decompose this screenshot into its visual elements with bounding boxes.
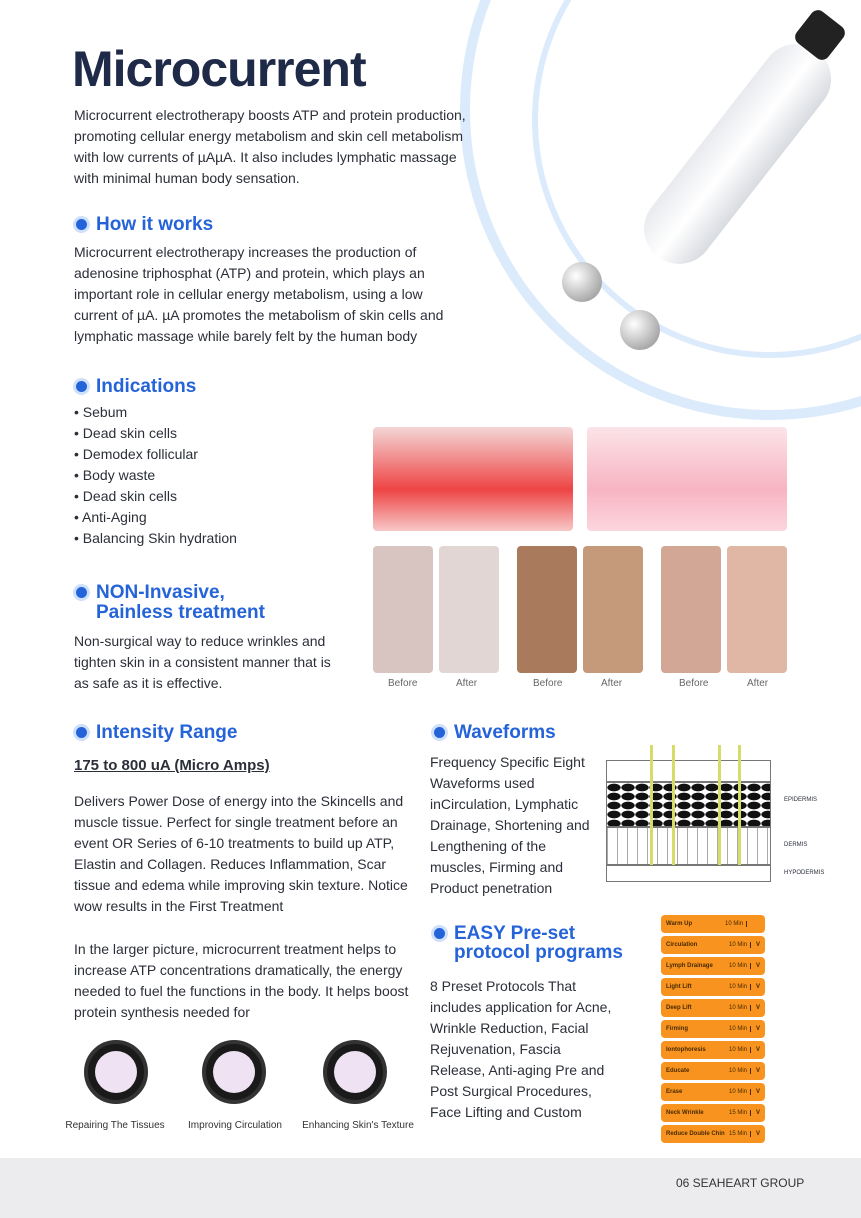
protocol-name: Erase [666,1089,683,1095]
protocol-item [661,1125,765,1143]
protocol-name: Educate [666,1068,690,1074]
after-photo [583,546,643,673]
photo-caption: After [747,678,769,689]
protocol-name: Light Lift [666,984,692,990]
list-item: • Dead skin cells [74,486,237,507]
skin-illustration-after [587,427,787,531]
footer-text: 06 SEAHEART GROUP [676,1176,805,1190]
intensity-text: Delivers Power Dose of energy into the Skincells and muscle tissue. Perfect for single treatment before an event OR Series of 6-10 treatments to build up ATP, Elastin and Collagen. Reduces Inflammation, Scar tissue and edema while improving skin texture. Notice wow results in the First Treatment [74,793,408,914]
bullet-icon [76,587,87,598]
intensity-range: 175 to 800 uA (Micro Amps) [74,757,270,774]
footer [0,1158,861,1218]
noninvasive-heading-1: NON-Invasive, [96,582,225,603]
how-text: Microcurrent electrotherapy increases the production of adenosine triphosphat (ATP) and protein, which plays an important role in cellular energy metabolism, using a low current of µA. µA promotes the metabolism of skin cells and lymphatic massage while barely felt by the human body [74,244,444,344]
list-item: • Sebum [74,402,237,423]
protocol-time: 10 Min [729,1068,751,1074]
protocol-time: 10 Min [729,963,751,969]
benefit-label: Improving Circulation [188,1120,282,1131]
list-item: • Balancing Skin hydration [74,528,237,549]
wave-icon: V [755,1005,760,1011]
protocol-time: 10 Min [729,1047,751,1053]
layer-label: DERMIS [784,842,808,848]
layer-label: HYPODERMIS [784,870,825,876]
protocol-time: 10 Min [729,984,751,990]
bullet-icon [434,928,445,939]
protocol-name: Warm Up [666,921,693,927]
noninvasive-text: Non-surgical way to reduce wrinkles and tighten skin in a consistent manner that is as safe as it is effective. [74,633,331,691]
protocol-item [661,1083,765,1101]
wave-icon: V [755,1068,760,1074]
protocol-item [661,936,765,954]
list-item: • Body waste [74,465,237,486]
photo-caption: Before [533,678,563,689]
bullet-icon [76,219,87,230]
protocol-time: 10 Min [729,1005,751,1011]
protocol-time: 10 Min [725,921,747,927]
protocol-item [661,957,765,975]
protocol-name: Deep Lift [666,1005,692,1011]
intensity-heading: Intensity Range [96,722,238,743]
photo-caption: Before [679,678,709,689]
bullet-icon [434,727,445,738]
circulation-icon [202,1040,266,1104]
protocols-heading-2: protocol programs [454,942,623,963]
protocol-item [661,978,765,996]
list-item: • Demodex follicular [74,444,237,465]
list-item: • Anti-Aging [74,507,237,528]
wave-icon: V [755,942,760,948]
after-photo [439,546,499,673]
protocol-time: 10 Min [729,1026,751,1032]
protocol-name: Reduce Double Chin [666,1131,725,1137]
protocol-name: Firming [666,1026,688,1032]
protocol-item [661,1104,765,1122]
protocol-item [661,915,765,933]
before-photo [661,546,721,673]
before-photo [373,546,433,673]
after-photo [727,546,787,673]
protocol-time: 15 Min [729,1110,751,1116]
protocols-heading-1: EASY Pre-set [454,923,576,944]
protocol-time: 10 Min [729,1089,751,1095]
indications-heading: Indications [96,376,197,397]
wave-icon: V [755,1047,760,1053]
protocol-time: 15 Min [729,1131,751,1137]
waveforms-heading: Waveforms [454,722,556,743]
noninvasive-heading-2: Painless treatment [96,602,265,623]
intensity-text-2: In the larger picture, microcurrent treatment helps to increase ATP concentrations dramatically, the energy needed to fuel the functions in the body. It helps boost protein synthesis needed for [74,941,409,1020]
wave-icon: V [755,1110,760,1116]
page-title: Microcurrent [72,41,366,97]
protocol-name: Neck Wrinkle [666,1110,704,1116]
wave-icon: V [755,1131,760,1137]
intro-text: Microcurrent electrotherapy boosts ATP and protein production, promoting cellular energy metabolism and skin cell metabolism with low currents of µAµA. It also includes lymphatic massage with minimal human body sensation. [74,107,466,186]
photo-caption: After [601,678,623,689]
protocols-text: 8 Preset Protocols That includes application for Acne, Wrinkle Reduction, Facial Rejuvenation, Fascia Release, Anti-aging Pre and Post Surgical Procedures, Face Lifting and Custom [430,978,612,1120]
skin-texture-icon [323,1040,387,1104]
protocol-item [661,1041,765,1059]
protocol-item [661,1020,765,1038]
wave-icon: V [755,963,760,969]
bullet-icon [76,381,87,392]
photo-caption: After [456,678,478,689]
protocol-name: Circulation [666,942,698,948]
repair-tissue-icon [84,1040,148,1104]
skin-illustration-before [373,427,573,531]
benefit-label: Enhancing Skin's Texture [302,1120,414,1131]
indications-list [74,402,237,549]
photo-caption: Before [388,678,418,689]
protocol-name: Lymph Drainage [666,963,713,969]
protocol-item [661,1062,765,1080]
waveforms-text: Frequency Specific Eight Waveforms used inCirculation, Lymphatic Drainage, Shortening and Lengthening of the muscles, Firming and Product penetration [430,754,590,896]
protocol-item [661,999,765,1017]
how-heading: How it works [96,214,214,235]
wave-icon: V [755,1089,760,1095]
benefit-label: Repairing The Tissues [65,1120,165,1131]
bullet-icon [76,727,87,738]
protocol-time: 10 Min [729,942,751,948]
layer-label: EPIDERMIS [784,797,818,803]
wave-icon: V [755,984,760,990]
protocol-name: Iontophoresis [666,1047,706,1053]
wave-icon: V [755,1026,760,1032]
before-photo [517,546,577,673]
list-item: • Dead skin cells [74,423,237,444]
